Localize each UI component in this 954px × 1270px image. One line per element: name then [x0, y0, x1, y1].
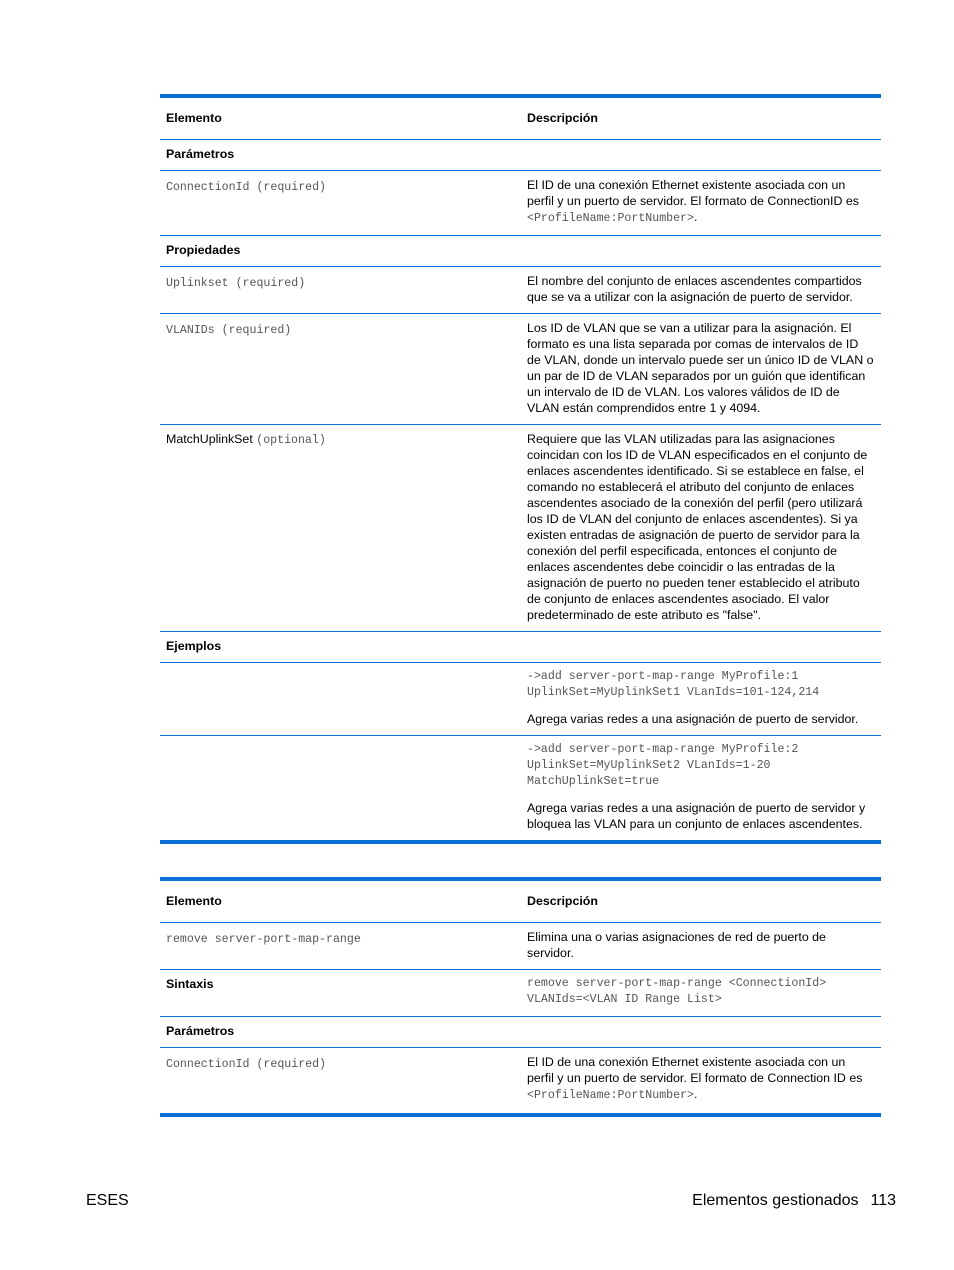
- param-name: Uplinkset (required): [166, 277, 306, 290]
- header-descripcion: Descripción: [527, 894, 598, 908]
- footer-language-code: ESES: [86, 1192, 129, 1209]
- section-row-propiedades: [160, 236, 881, 267]
- footer-page-number: 113: [870, 1192, 896, 1209]
- table-row-connectionid: [160, 1048, 881, 1113]
- table-header-row: [160, 98, 881, 140]
- table-row-matchuplinkset: [160, 425, 881, 632]
- command-description: Elimina una o varias asignaciones de red de puerto de servidor.: [527, 930, 826, 960]
- table-header-row: [160, 881, 881, 923]
- param-description: Los ID de VLAN que se van a utilizar para la asignación. El formato es una lista separada por comas de intervalos de ID de VLAN, donde un intervalo puede ser un único ID de VLAN o un par de ID de VLAN separados por un guión que identifican un intervalo de ID de VLAN. Los valores válidos de ID de VLAN están comprendidos entre 1 y 4094.: [527, 321, 874, 415]
- param-name: MatchUplinkSet (optional): [166, 432, 326, 447]
- table-row-example2: [160, 736, 881, 840]
- table-bottom-rule: [160, 1113, 881, 1117]
- table-remove-server-port-map-range: [160, 877, 881, 1117]
- table-row-example1: [160, 663, 881, 736]
- param-description: El ID de una conexión Ethernet existente asociada con un perfil y un puerto de servidor. El formato de ConnectionID es <ProfileName:PortNumber>.: [527, 178, 859, 225]
- param-name: ConnectionId (required): [166, 1058, 327, 1071]
- example-description: Agrega varias redes a una asignación de puerto de servidor y bloquea las VLAN para un conjunto de enlaces ascendentes.: [527, 801, 866, 831]
- section-row-parametros: [160, 1017, 881, 1048]
- table-row-sintaxis: [160, 970, 881, 1017]
- param-name: ConnectionId (required): [166, 181, 327, 194]
- table-row-vlanids: [160, 314, 881, 425]
- param-name: VLANIDs (required): [166, 324, 292, 337]
- example-description: Agrega varias redes a una asignación de puerto de servidor.: [527, 712, 859, 726]
- section-label: Parámetros: [166, 1024, 235, 1038]
- section-label: Sintaxis: [166, 977, 214, 991]
- table-row-command: [160, 923, 881, 970]
- header-elemento: Elemento: [166, 894, 222, 908]
- footer-section-title: Elementos gestionados: [692, 1192, 859, 1209]
- param-description: Requiere que las VLAN utilizadas para las asignaciones coincidan con los ID de VLAN especificados en el conjunto de enlaces ascendentes identificado. Si se establece en false, el comando no establecerá el atributo del conjunto de enlaces ascendentes asociado de la conexión del perfil (pero utilizará los ID de VLAN del conjunto de enlaces ascendentes). Si ya existen entradas de asignación de puerto de servidor para la conexión del perfil especificada, entonces el conjunto de enlaces ascendentes debe coincidir o las entradas de la asignación de puerto no pueden tener establecido el atributo de conjunto de enlaces ascendentes asociado. El valor predeterminado de este atributo es "false".: [527, 432, 868, 622]
- syntax-code: remove server-port-map-range <ConnectionId> VLANIds=<VLAN ID Range List>: [527, 977, 827, 1006]
- example-code: ->add server-port-map-range MyProfile:1 UplinkSet=MyUplinkSet1 VLanIds=101-124,214: [527, 670, 820, 699]
- example-code: ->add server-port-map-range MyProfile:2 UplinkSet=MyUplinkSet2 VLanIds=1-20 MatchUplinkSet=true: [527, 743, 799, 788]
- command-name: remove server-port-map-range: [166, 933, 361, 946]
- param-description: El ID de una conexión Ethernet existente asociada con un perfil y un puerto de servidor. El formato de Connection ID es <ProfileName:PortNumber>.: [527, 1055, 863, 1102]
- param-description: El nombre del conjunto de enlaces ascendentes compartidos que se va a utilizar con la asignación de puerto de servidor.: [527, 274, 862, 304]
- table-row-connectionid: [160, 171, 881, 236]
- footer-page-info: [692, 1192, 896, 1210]
- table-add-server-port-map-range: [160, 94, 881, 844]
- table-row-uplinkset: [160, 267, 881, 314]
- section-label: Ejemplos: [166, 639, 222, 653]
- section-row-parametros: [160, 140, 881, 171]
- header-elemento: Elemento: [166, 111, 222, 125]
- table-bottom-rule: [160, 840, 881, 844]
- header-descripcion: Descripción: [527, 111, 598, 125]
- section-label: Parámetros: [166, 147, 235, 161]
- section-label: Propiedades: [166, 243, 241, 257]
- section-row-ejemplos: [160, 632, 881, 663]
